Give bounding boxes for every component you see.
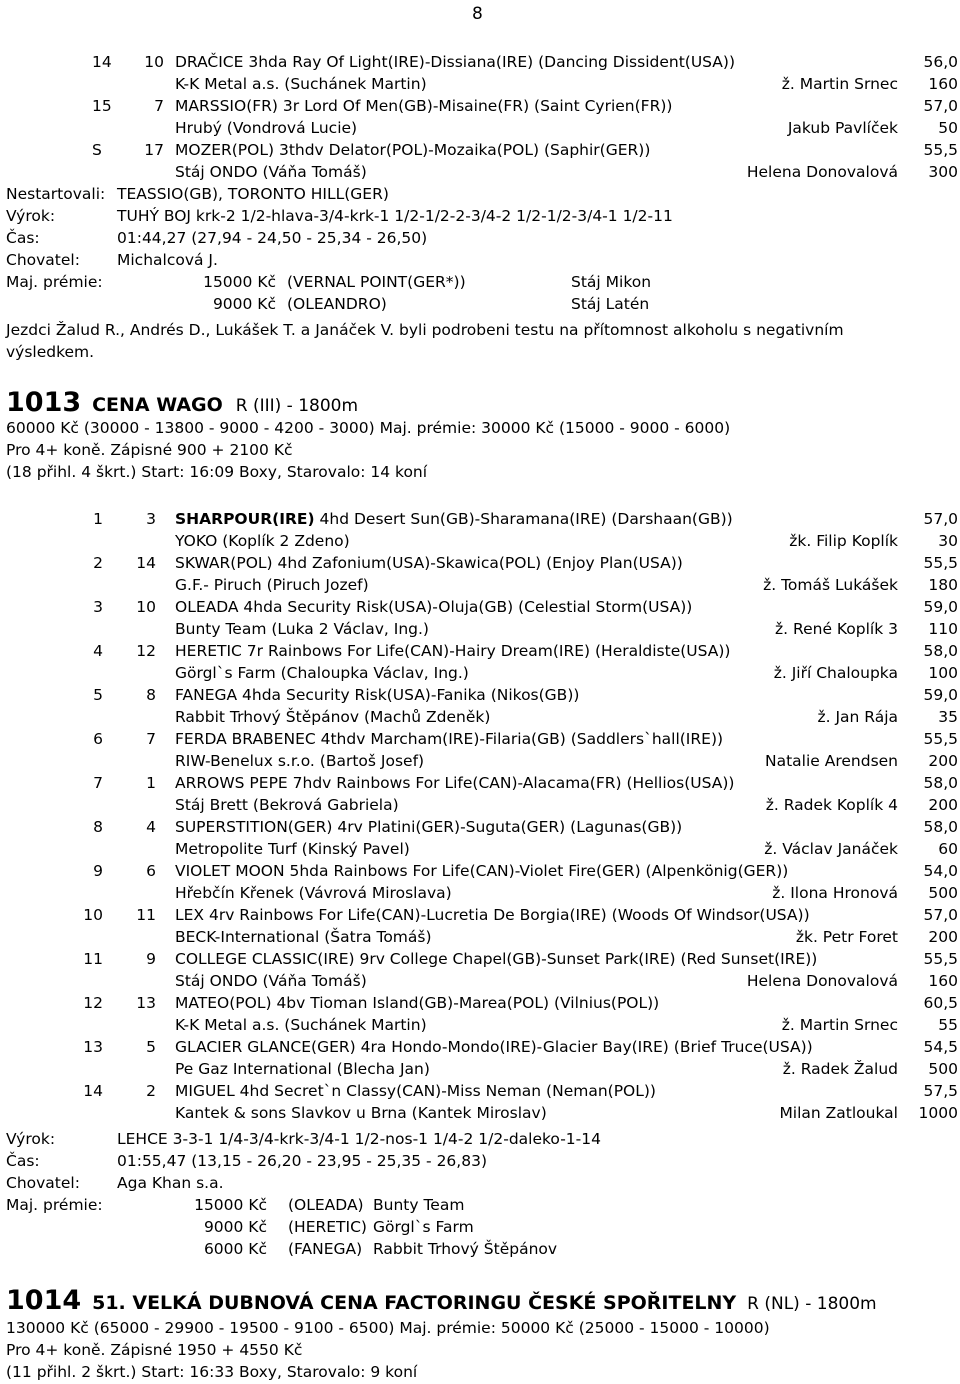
result-start-number: 13 [136, 994, 156, 1012]
result-jockey: ž. Jiří Chaloupka [773, 664, 898, 682]
result-horse [175, 729, 723, 749]
vyrok-value: TUHÝ BOJ krk-2 1/2-hlava-3/4-krk-1 1/2-1/2-2-3/4-2 1/2-1/2-3/4-1 1/2-11 [117, 207, 673, 225]
result-jockey: žk. Petr Foret [795, 928, 898, 946]
result-start-number: 9 [146, 950, 156, 968]
horse-details: OLEADA 4hda Security Risk(USA)-Oluja(GB) (Celestial Storm(USA)) [175, 598, 693, 616]
result-horse: MARSSIO(FR) 3r Lord Of Men(GB)-Misaine(FR) (Saint Cyrien(FR)) [175, 97, 673, 115]
result-horse [175, 905, 810, 925]
result-horse [175, 1081, 656, 1101]
premie-owner: Stáj Latén [571, 295, 650, 313]
result-place: 2 [93, 554, 103, 572]
result-horse [175, 993, 659, 1013]
result-prize: 50 [938, 119, 958, 137]
race-info-line: (18 přihl. 4 škrt.) Start: 16:09 Boxy, Starovalo: 14 koní [6, 463, 428, 481]
result-jockey: žk. Filip Koplík [789, 532, 898, 550]
result-horse [175, 509, 733, 529]
result-horse [175, 949, 817, 969]
chovatel-value: Aga Khan s.a. [117, 1174, 224, 1192]
result-prize: 500 [928, 1060, 958, 1078]
race-info-line: (11 přihl. 2 škrt.) Start: 16:33 Boxy, Starovalo: 9 koní [6, 1363, 418, 1381]
nestartovali-label: Nestartovali: [6, 185, 106, 203]
result-place: 6 [93, 730, 103, 748]
result-place: 8 [93, 818, 103, 836]
result-owner: Rabbit Trhový Štěpánov (Machů Zdeněk) [175, 708, 491, 726]
result-place: 5 [93, 686, 103, 704]
cas-label: Čas: [6, 1152, 40, 1170]
result-prize: 200 [928, 752, 958, 770]
result-prize: 110 [928, 620, 958, 638]
result-place: 15 [92, 97, 112, 115]
race-number: 1014 [6, 1285, 82, 1316]
horse-details: MIGUEL 4hd Secret`n Classy(CAN)-Miss Neman (Neman(POL)) [175, 1082, 656, 1100]
result-weight: 58,0 [923, 774, 958, 792]
result-weight: 59,0 [923, 598, 958, 616]
result-owner: YOKO (Koplík 2 Zdeno) [175, 532, 350, 550]
result-place: S [92, 141, 102, 159]
result-place: 4 [93, 642, 103, 660]
result-jockey: ž. Václav Janáček [764, 840, 898, 858]
nestartovali-value: TEASSIO(GB), TORONTO HILL(GER) [117, 185, 389, 203]
cas-value: 01:44,27 (27,94 - 24,50 - 25,34 - 26,50) [117, 229, 428, 247]
result-jockey: ž. Tomáš Lukášek [763, 576, 898, 594]
premie-owner: Bunty Team [373, 1196, 465, 1214]
result-horse [175, 641, 730, 661]
result-prize: 30 [938, 532, 958, 550]
result-horse [175, 553, 683, 573]
result-weight: 55,5 [923, 950, 958, 968]
cas-label: Čas: [6, 229, 40, 247]
result-weight: 57,0 [923, 97, 958, 115]
race-info-line: Pro 4+ koně. Zápisné 1950 + 4550 Kč [6, 1341, 303, 1359]
result-jockey: Natalie Arendsen [764, 752, 898, 770]
result-owner: Pe Gaz International (Blecha Jan) [175, 1060, 430, 1078]
cas-value: 01:55,47 (13,15 - 26,20 - 23,95 - 25,35 - 26,83) [117, 1152, 487, 1170]
result-start-number: 5 [146, 1038, 156, 1056]
result-jockey: ž. Martin Srnec [781, 75, 898, 93]
page-number: 8 [472, 4, 483, 24]
vyrok-label: Výrok: [6, 1130, 56, 1148]
race-info-line: Pro 4+ koně. Zápisné 900 + 2100 Kč [6, 441, 293, 459]
horse-details: MATEO(POL) 4bv Tioman Island(GB)-Marea(POL) (Vilnius(POL)) [175, 994, 660, 1012]
result-start-number: 14 [136, 554, 156, 572]
horse-details: ARROWS PEPE 7hdv Rainbows For Life(CAN)-Alacama(FR) (Hellios(USA)) [175, 774, 735, 792]
result-start-number: 11 [136, 906, 156, 924]
result-weight: 58,0 [923, 818, 958, 836]
result-jockey: ž. Radek Koplík 4 [765, 796, 898, 814]
horse-details: FANEGA 4hda Security Risk(USA)-Fanika (Nikos(GB)) [175, 686, 580, 704]
result-horse: MOZER(POL) 3thdv Delator(POL)-Mozaika(POL) (Saphir(GER)) [175, 141, 651, 159]
result-weight: 54,5 [923, 1038, 958, 1056]
premie-label: Maj. prémie: [6, 1196, 103, 1214]
result-owner: Metropolite Turf (Kinský Pavel) [175, 840, 410, 858]
result-owner: Stáj ONDO (Váňa Tomáš) [175, 163, 367, 181]
result-weight: 59,0 [923, 686, 958, 704]
result-prize: 55 [938, 1016, 958, 1034]
note-text: výsledkem. [6, 343, 95, 361]
premie-horse: (VERNAL POINT(GER*)) [287, 273, 466, 291]
chovatel-label: Chovatel: [6, 251, 80, 269]
horse-details: LEX 4rv Rainbows For Life(CAN)-Lucretia De Borgia(IRE) (Woods Of Windsor(USA)) [175, 906, 810, 924]
result-owner: RIW-Benelux s.r.o. (Bartoš Josef) [175, 752, 425, 770]
premie-label: Maj. prémie: [6, 273, 103, 291]
result-place: 14 [83, 1082, 103, 1100]
race-category: R (III) - 1800m [235, 396, 359, 416]
race-name: CENA WAGO [92, 394, 223, 416]
result-start-number: 7 [154, 97, 164, 115]
result-owner: Stáj ONDO (Váňa Tomáš) [175, 972, 367, 990]
result-place: 12 [83, 994, 103, 1012]
result-owner: Hřebčín Křenek (Vávrová Miroslava) [175, 884, 452, 902]
note-text: Jezdci Žalud R., Andrés D., Lukášek T. a Janáček V. byli podrobeni testu na přítomnost alkoholu s negativním [6, 321, 844, 339]
result-place: 7 [93, 774, 103, 792]
premie-horse: (HERETIC) [288, 1218, 367, 1236]
race-name: 51. VELKÁ DUBNOVÁ CENA FACTORINGU ČESKÉ SPOŘITELNY [92, 1292, 737, 1314]
result-jockey: ž. Martin Srnec [781, 1016, 898, 1034]
premie-amount: 9000 Kč [203, 1218, 267, 1236]
result-place: 11 [83, 950, 103, 968]
vyrok-value: LEHCE 3-3-1 1/4-3/4-krk-3/4-1 1/2-nos-1 1/4-2 1/2-daleko-1-14 [117, 1130, 601, 1148]
result-weight: 55,5 [923, 730, 958, 748]
horse-details: COLLEGE CLASSIC(IRE) 9rv College Chapel(GB)-Sunset Park(IRE) (Red Sunset(IRE)) [175, 950, 818, 968]
result-jockey: Helena Donovalová [746, 972, 898, 990]
result-start-number: 10 [136, 598, 156, 616]
result-start-number: 6 [146, 862, 156, 880]
result-owner: Stáj Brett (Bekrová Gabriela) [175, 796, 399, 814]
result-weight: 60,5 [923, 994, 958, 1012]
result-jockey: Helena Donovalová [746, 163, 898, 181]
result-jockey: ž. René Koplík 3 [775, 620, 898, 638]
result-weight: 55,5 [923, 141, 958, 159]
race-info-line: 60000 Kč (30000 - 13800 - 9000 - 4200 - 3000) Maj. prémie: 30000 Kč (15000 - 9000 - 6000) [6, 419, 731, 437]
result-place: 3 [93, 598, 103, 616]
result-horse [175, 817, 682, 837]
result-horse [175, 773, 734, 793]
result-start-number: 12 [136, 642, 156, 660]
horse-details: FERDA BRABENEC 4thdv Marcham(IRE)-Filaria(GB) (Saddlers`hall(IRE)) [175, 730, 724, 748]
result-weight: 57,0 [923, 906, 958, 924]
result-owner: Görgl`s Farm (Chaloupka Václav, Ing.) [175, 664, 469, 682]
result-prize: 160 [928, 972, 958, 990]
horse-details: SUPERSTITION(GER) 4rv Platini(GER)-Suguta(GER) (Lagunas(GB)) [175, 818, 683, 836]
result-owner: Bunty Team (Luka 2 Václav, Ing.) [175, 620, 429, 638]
result-place: 9 [93, 862, 103, 880]
result-jockey: ž. Jan Rája [817, 708, 898, 726]
premie-owner: Stáj Mikon [571, 273, 652, 291]
premie-owner: Rabbit Trhový Štěpánov [373, 1240, 558, 1258]
chovatel-value: Michalcová J. [117, 251, 218, 269]
result-start-number: 1 [146, 774, 156, 792]
result-jockey: Jakub Pavlíček [787, 119, 898, 137]
result-weight: 57,0 [923, 510, 958, 528]
horse-details: VIOLET MOON 5hda Rainbows For Life(CAN)-Violet Fire(GER) (Alpenkönig(GER)) [175, 862, 789, 880]
premie-amount: 15000 Kč [194, 1196, 267, 1214]
result-horse [175, 1037, 813, 1057]
result-horse [175, 861, 788, 881]
result-weight: 55,5 [923, 554, 958, 572]
result-prize: 1000 [918, 1104, 958, 1122]
result-owner: G.F.- Piruch (Piruch Jozef) [175, 576, 369, 594]
result-owner: K-K Metal a.s. (Suchánek Martin) [175, 75, 427, 93]
result-prize: 500 [928, 884, 958, 902]
result-jockey: Milan Zatloukal [779, 1104, 898, 1122]
result-prize: 60 [938, 840, 958, 858]
result-weight: 58,0 [923, 642, 958, 660]
result-prize: 200 [928, 796, 958, 814]
premie-horse: (OLEADA) [288, 1196, 364, 1214]
race-category: R (NL) - 1800m [747, 1294, 877, 1314]
result-start-number: 8 [146, 686, 156, 704]
horse-details: GLACIER GLANCE(GER) 4ra Hondo-Mondo(IRE)-Glacier Bay(IRE) (Brief Truce(USA)) [175, 1038, 813, 1056]
premie-amount: 6000 Kč [203, 1240, 267, 1258]
result-prize: 180 [928, 576, 958, 594]
result-jockey: ž. Ilona Hronová [772, 884, 898, 902]
horse-details: HERETIC 7r Rainbows For Life(CAN)-Hairy Dream(IRE) (Heraldiste(USA)) [175, 642, 731, 660]
premie-horse: (OLEANDRO) [287, 295, 387, 313]
result-place: 1 [93, 510, 103, 528]
result-prize: 200 [928, 928, 958, 946]
result-place: 14 [92, 53, 112, 71]
horse-details: 4hd Desert Sun(GB)-Sharamana(IRE) (Darshaan(GB)) [314, 510, 733, 528]
result-horse [175, 685, 579, 705]
premie-horse: (FANEGA) [288, 1240, 363, 1258]
result-start-number: 3 [146, 510, 156, 528]
result-owner: Kantek & sons Slavkov u Brna (Kantek Miroslav) [175, 1104, 547, 1122]
winner-horse-name: SHARPOUR(IRE) [175, 510, 315, 528]
result-weight: 54,0 [923, 862, 958, 880]
premie-amount: 15000 Kč [203, 273, 276, 291]
horse-details: SKWAR(POL) 4hd Zafonium(USA)-Skawica(POL) (Enjoy Plan(USA)) [175, 554, 683, 572]
result-jockey: ž. Radek Žalud [782, 1060, 898, 1078]
premie-owner: Görgl`s Farm [373, 1218, 474, 1236]
premie-amount: 9000 Kč [212, 295, 276, 313]
result-prize: 35 [938, 708, 958, 726]
result-prize: 300 [928, 163, 958, 181]
result-horse: DRAČICE 3hda Ray Of Light(IRE)-Dissiana(IRE) (Dancing Dissident(USA)) [175, 53, 735, 71]
result-prize: 100 [928, 664, 958, 682]
vyrok-label: Výrok: [6, 207, 56, 225]
result-place: 10 [83, 906, 103, 924]
result-prize: 160 [928, 75, 958, 93]
race-info-line: 130000 Kč (65000 - 29900 - 19500 - 9100 - 6500) Maj. prémie: 50000 Kč (25000 - 15000 - 10000) [6, 1319, 770, 1337]
result-weight: 57,5 [923, 1082, 958, 1100]
result-weight: 56,0 [923, 53, 958, 71]
chovatel-label: Chovatel: [6, 1174, 80, 1192]
result-start-number: 17 [144, 141, 164, 159]
result-owner: Hrubý (Vondrová Lucie) [175, 119, 358, 137]
result-owner: BECK-International (Šatra Tomáš) [175, 928, 432, 946]
result-horse [175, 597, 692, 617]
result-start-number: 10 [144, 53, 164, 71]
race-number: 1013 [6, 387, 82, 418]
result-start-number: 7 [146, 730, 156, 748]
result-owner: K-K Metal a.s. (Suchánek Martin) [175, 1016, 427, 1034]
result-place: 13 [83, 1038, 103, 1056]
result-start-number: 2 [146, 1082, 156, 1100]
result-start-number: 4 [146, 818, 156, 836]
